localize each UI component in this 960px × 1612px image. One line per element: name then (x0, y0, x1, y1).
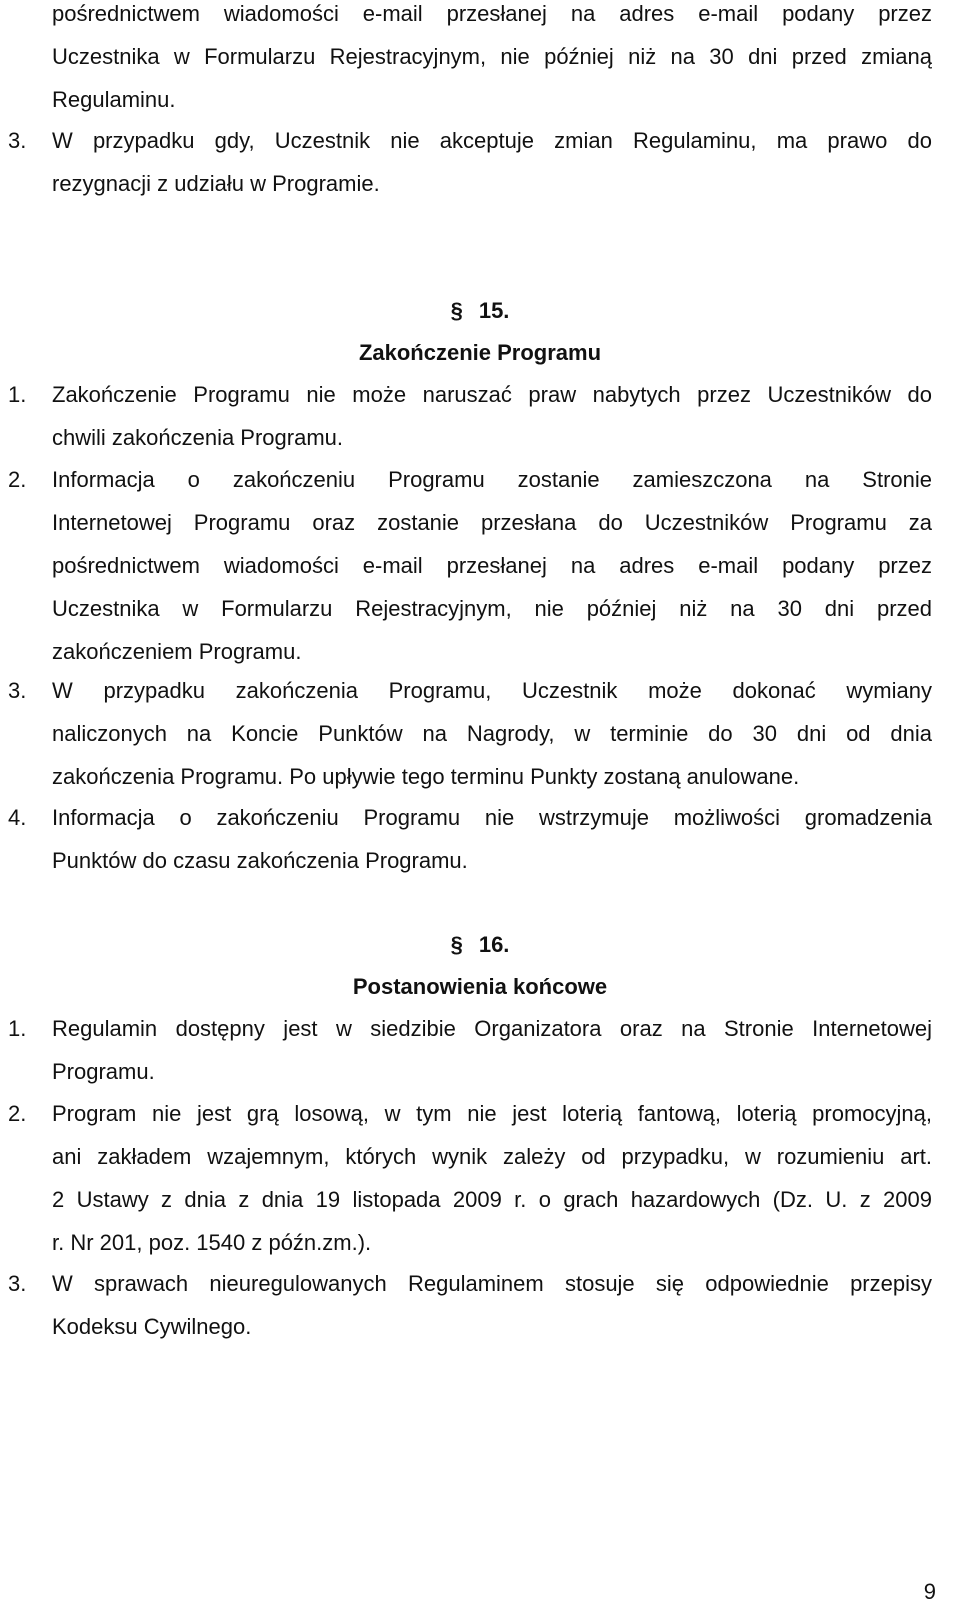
list-item (52, 1262, 932, 1348)
section-number: 16. (478, 932, 510, 957)
list-item (52, 1007, 932, 1093)
item-number: 4. (8, 805, 27, 830)
item-number: 3. (8, 128, 27, 153)
text-line: zakończeniem Programu. (52, 639, 302, 664)
list-item (52, 119, 932, 205)
item-number: 1. (8, 382, 27, 407)
text-line: Internetowej Programu oraz zostanie przesłana do Uczestników Programu za (52, 510, 932, 535)
list-item (52, 669, 932, 798)
text-line: ani zakładem wzajemnym, których wynik zależy od przypadku, w rozumieniu art. (52, 1144, 932, 1169)
text-line: r. Nr 201, poz. 1540 z późn.zm.). (52, 1230, 372, 1255)
text-line: Uczestnika w Formularzu Rejestracyjnym, nie później niż na 30 dni przed (52, 596, 932, 621)
text-line: W sprawach nieuregulowanych Regulaminem stosuje się odpowiednie przepisy (52, 1271, 932, 1296)
item-number: 3. (8, 1271, 27, 1296)
text-line: naliczonych na Koncie Punktów na Nagrody, w terminie do 30 dni od dnia (52, 721, 932, 746)
text-line: Program nie jest grą losową, w tym nie jest loterią fantową, loterią promocyjną, (52, 1101, 932, 1126)
text-line: Regulamin dostępny jest w siedzibie Organizatora oraz na Stronie Internetowej (52, 1016, 932, 1041)
text-line: Informacja o zakończeniu Programu zostanie zamieszczona na Stronie (52, 467, 932, 492)
section-number-heading (0, 923, 960, 966)
list-item (52, 373, 932, 459)
text-line: Punktów do czasu zakończenia Programu. (52, 848, 468, 873)
item-number: 1. (8, 1016, 27, 1041)
list-item (52, 796, 932, 882)
text-line: Regulaminu. (52, 87, 176, 112)
page-number: 9 (923, 1579, 936, 1604)
text-line: W przypadku zakończenia Programu, Uczestnik może dokonać wymiany (52, 678, 932, 703)
section-title: Postanowienia końcowe (352, 974, 608, 999)
text-line: Uczestnika w Formularzu Rejestracyjnym, nie później niż na 30 dni przed zmianą (52, 44, 932, 69)
text-line: Programu. (52, 1059, 155, 1084)
section-number-heading (0, 289, 960, 332)
section-sign: § (450, 298, 463, 323)
text-line: Informacja o zakończeniu Programu nie wstrzymuje możliwości gromadzenia (52, 805, 932, 830)
item-number: 3. (8, 678, 27, 703)
text-line: pośrednictwem wiadomości e-mail przesłanej na adres e-mail podany przez (52, 553, 932, 578)
item-number: 2. (8, 467, 27, 492)
section-sign: § (450, 932, 463, 957)
continuation-paragraph (52, 0, 932, 121)
text-line: W przypadku gdy, Uczestnik nie akceptuje zmian Regulaminu, ma prawo do (52, 128, 932, 153)
text-line: Zakończenie Programu nie może naruszać praw nabytych przez Uczestników do (52, 382, 932, 407)
text-line: Kodeksu Cywilnego. (52, 1314, 252, 1339)
text-line: 2 Ustawy z dnia z dnia 19 listopada 2009 r. o grach hazardowych (Dz. U. z 2009 (52, 1187, 932, 1212)
section-title: Zakończenie Programu (358, 340, 602, 365)
item-number: 2. (8, 1101, 27, 1126)
section-number: 15. (478, 298, 510, 323)
text-line: chwili zakończenia Programu. (52, 425, 344, 450)
text-line: zakończenia Programu. Po upływie tego terminu Punkty zostaną anulowane. (52, 764, 800, 789)
text-line: rezygnacji z udziału w Programie. (52, 171, 380, 196)
list-item (52, 1092, 932, 1264)
list-item (52, 458, 932, 673)
text-line: pośrednictwem wiadomości e-mail przesłanej na adres e-mail podany przez (52, 1, 932, 26)
